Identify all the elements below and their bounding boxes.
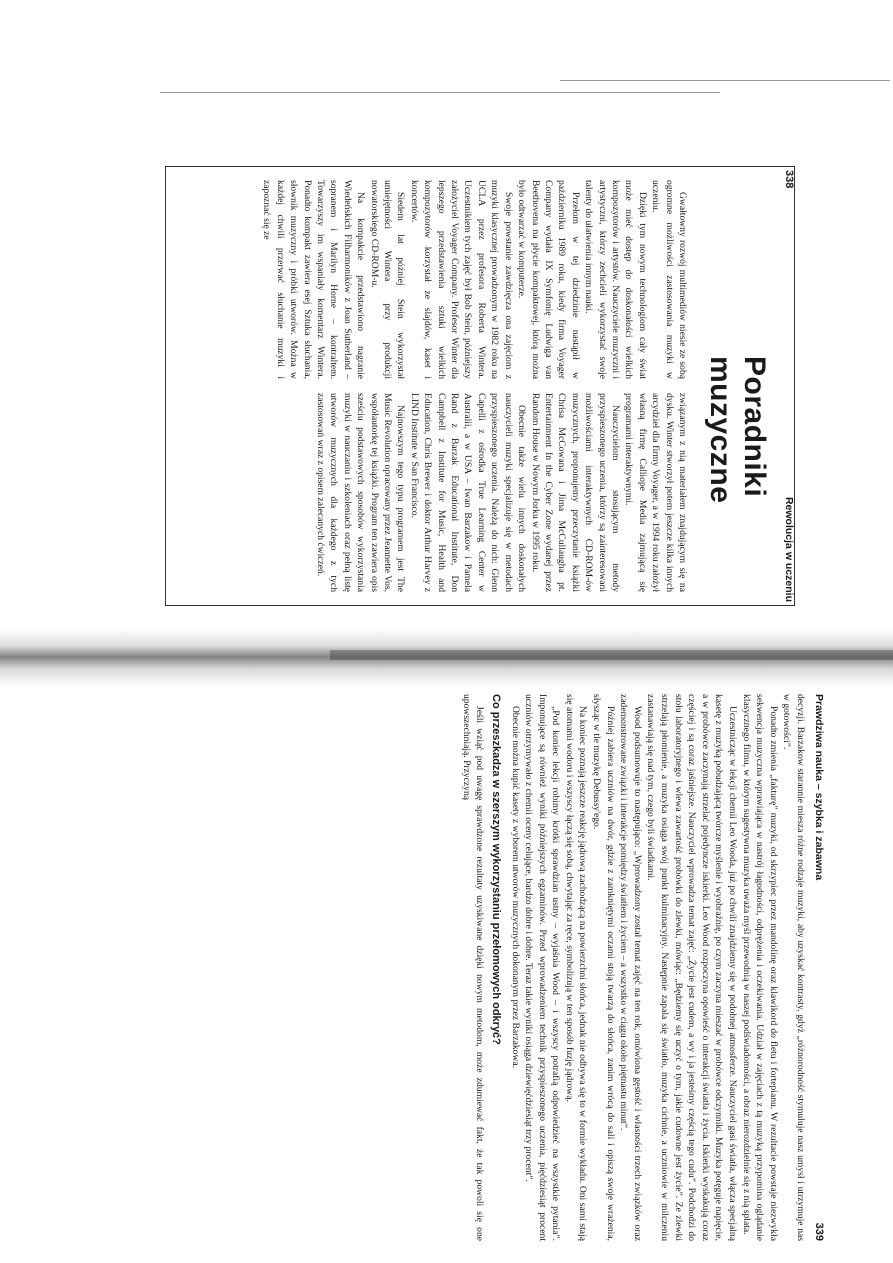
paragraph: Na kompakcie przedstawiono nagranie Wiedeńskich Filharmoników z Joan Sutherland – sopranem i Marilyn Horne – kontraltem. Towarzyszy im wspaniały komentarz Wintera. Ponadto kompakt zawiera esej Sztuka słuchania, słownik muzyczny i próbki utworów. Można w każdej chwili przerwać słuchanie muzyki i zapoznać się ze: [261, 180, 367, 379]
paragraph: Uczestnicząc w lekcji chemii Leo Wooda, już po chwili znajdziemy się w podobnej atmosferze. Nauczyciel gasi światła, włącza specjalną kasetę z muzyką pobudzającą twórcze myślenie i wyobraźnię, po czym zaczyna mieszać w probówce odczynniki. Muzyka potęguje napięcie, a w probówce zaczynają strzelać pojedyncze iskierki. Leo Wood rozpoczyna opowieść o interakcji światła i życia. Iskierki wyskakują coraz częściej i są coraz jaśniejsze. Nauczyciel wprowadza temat zajęć: „Życie jest cudem, a wy i ja jesteśmy częścią tego cudu”. Podchodzi do stołu laboratoryjnego i wlewa zawartość probówki do zlewki, mówiąc: „Będziemy się uczyć o tym, jakie cudowne jest życie”. Ze zlewki strzelają płomienie, a muzyka osiąga swój punkt kulminacyjny. Następnie zapala się światło, muzyka cichnie, a uczniowie w milczeniu zastanawiają się nad tym, czego byli świadkami.: [645, 694, 739, 1241]
paragraph: „Pod koniec lekcji robimy krótki sprawdzian ustny – wyjaśnia Wood – i wszyscy potrafią odpowiedzieć na wszystkie pytania”. Imponujące są również wyniki późniejszych egzaminów. Przed wprowadzeniem technik przyspieszonego uczenia, pięćdziesiąt procent uczniów otrzymywało z chemii oceny celujące, bardzo dobre i dobre. Teraz takie wyniki osiąga dziewięćdziesiąt trzy procent”.: [523, 694, 562, 1241]
section-subheading: Co przeszkadza w szerszym wykorzystaniu przełomowych odkryć?: [489, 694, 502, 1045]
paragraph: związanym z nią materiałem znajdującym się na dysku. Winter stworzył potem jeszcze kilka innych arcydzieł dla firmy Voyager, a w 1994 roku założył własną firmę Calliope Media zajmującą się programami interaktywnymi.: [623, 393, 688, 592]
page-338: [165, 166, 795, 606]
paragraph: Swoje powstanie zawdzięcza ona zajęciom z muzyki klasycznej prowadzonym w 1982 roku na UCLA przez profesora Roberta Wintera. Uczestnikiem tych zajęć był Bob Stein, późniejszy założyciel Voyager Company. Profesor Winter dla lepszego przedstawienia sztuki wielkich kompozytorów korzystał ze slajdów, kaset i koncertów.: [408, 180, 514, 379]
running-head-text: Rewolucja w uczeniu: [783, 496, 795, 602]
page-frame: [165, 166, 795, 606]
paragraph: Nauczycielom stosującym metody przyspieszonego uczenia, którzy są zainteresowani możliwościami interaktywnych CD-ROM-ów muzycznych, proponujemy przeczytanie książki Chrisa McCowana i Jima McCullaugha pt. Entertainment In the Cyber Zone wydanej przez Random House w Nowym Jorku w 1995 roku.: [529, 393, 621, 592]
paragraph: decyzji. Barzakow starannie miesza różne rodzaje muzyki, aby uzyskać kontrasty, gdyż „różnorodność stymuluje nasz umysł i utrzymuje nas w gotowości”.: [781, 694, 806, 1241]
paragraph: Wood podsumowuje to następująco: „Wprowadzony został temat zajęć na ten rok, omówiona gęstość i własności trzech związków oraz zademonstrowane związki i interakcje pomiędzy światłem i życiem – a wszystko w ciągu około piętnastu minut”.: [618, 694, 643, 1241]
paragraph: Ponadto zmienia „fakturę” muzyki, od skrzypiec przez mandolinę oraz klawikord do fletu i fortepianu. W rezultacie powstaje niezwykła sekwencja muzyczna wprawiająca w nastrój łagodności, odprężenia i oczekiwania. Udział w zajęciach z tą muzyką przypomina oglądanie klasycznego filmu, w którym sugestywna muzyka uważa myśl przewodnią w naszej podświadomości, a obraz nierozdzielnie się z nią splata.: [740, 694, 779, 1241]
paragraph: Obecnie także wielu innych doskonałych nauczycieli muzyki specjalizuje się w metodach przyspieszonego uczenia. Należą do nich: Glenn Capelli z ośrodka True Learning Center w Australii, a w USA – Iwan Barzakow i Pamela Rand z Barzak Educational Institute, Don Campbell z Institute for Music, Health and Education, Chris Brewer i doktor Arthur Harvey z LIND Institute w San Francisco.: [408, 393, 528, 592]
page-number: 339: [813, 1222, 825, 1241]
paragraph: Najnowszym tego typu programem jest The Music Revolution opracowany przez Jeannette Vos, współautorkę tej książki. Program ten zawiera opis sześciu podstawowych sposobów wykorzystania muzyki w nauczaniu i szkoleniach oraz pełną listę utworów muzycznych dla każdego z tych zastosowań wraz z opisem zalecanych ćwiczeń.: [315, 393, 407, 592]
page-number: 338: [783, 170, 795, 189]
paragraph: Przełom w tej dziedzinie nastąpił w październiku 1989 roku, kiedy firma Voyager Company wydała IX Symfonię Ludwiga van Beethovena na płycie kompaktowej, którą można było odtwarzać w komputerze.: [516, 180, 581, 379]
paragraph: Siedem lat później Stein wykorzystał umiejętności Wintera przy produkcji nowatorskiego CD-ROM-u.: [368, 180, 407, 379]
chapter-title: Poradniki muzyczne: [704, 356, 771, 504]
page-body: [459, 690, 807, 1245]
paragraph: Gwałtowny rozwój multimediów niesie ze sobą ogromne możliwości zastosowania muzyki w uczeniu.: [650, 180, 688, 379]
page-339: [80, 690, 825, 1245]
running-head-text: Prawdziwa nauka – szybka i zabawna: [813, 694, 825, 881]
running-head-right: [807, 690, 825, 1245]
book-spine-edge: [330, 650, 893, 660]
paragraph: Obecnie można kupić kasety z wyborem utworów muzycznych dokonanym przez Barzakowa.: [509, 706, 521, 1069]
paragraph: Na koniec poznają jeszcze reakcję jądrową zachodzącą na powierzchni słońca, jednak nie odbywa się to w formie wykładu. Oni sami stają się atomami wodoru i wszyscy łączą się sobą, chwytając za ręce, symbolizują w ten sposób fuzję jądrową.: [563, 694, 589, 1241]
scan-artifact-line: [560, 80, 890, 81]
paragraph: Dzięki tym nowym technologiom cały świat może mieć dostęp do doskonałości wielkich kompozytorów i artystów. Nauczyciele muzyczni i artystyczni, którzy zechcieli wykorzystać swoje talenty do ułatwienia innym nauki.: [583, 180, 648, 379]
scan-artifact-line: [160, 92, 720, 93]
paragraph: Jeśli wziąć pod uwagę sprawdzone rezultaty uzyskiwane dzięki nowym metodom, może zdumiewać fakt, że tak powoli się one upowszechniają. Przyczyną: [460, 694, 486, 1241]
paragraph: Później zabiera uczniów na dwór, gdzie z zamkniętymi oczami stoją twarzą do słońca, zanim wrócą do sali i opiszą swoje wrażenia, słysząc w tle muzykę Debussy'ego.: [591, 694, 616, 1241]
